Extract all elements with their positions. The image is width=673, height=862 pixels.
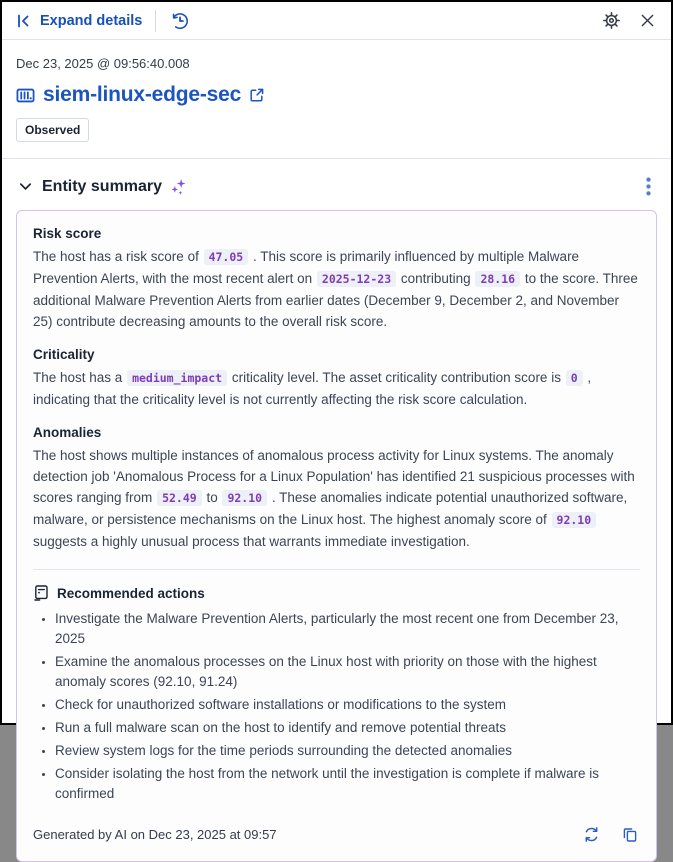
- inline-code-value: 52.49: [157, 490, 202, 506]
- recommended-action-item: • Check for unauthorized software installations or modifications to the system: [55, 695, 640, 715]
- inline-code-value: 92.10: [222, 490, 267, 506]
- collapse-toggle-button[interactable]: [16, 177, 35, 196]
- risk-score-text: The host has a risk score of 47.05 . This score is primarily influenced by multiple Malware Prevention Alerts, with the most recent alert on 2025-12-23 contributing 28.16 to the score. Three additional Malware Prevention Alerts from earlier dates (December 9, December 2, and November 25) contribute decreasing amounts to the overall risk score.: [33, 249, 638, 329]
- recommended-action-item: • Examine the anomalous processes on the Linux host with priority on those with the highest anomaly scores (92.10, 91.24): [55, 652, 640, 692]
- gear-icon: [603, 12, 620, 29]
- criticality-text: The host has a medium_impact criticality level. The asset criticality contribution score is 0 , indicating that the criticality level is not currently affecting the risk score calculation.: [33, 370, 592, 407]
- history-clock-icon: [171, 12, 189, 30]
- inline-code-value: 2025-12-23: [317, 271, 396, 287]
- panel-divider: [33, 569, 640, 570]
- generated-by-ai-text: Generated by AI on Dec 23, 2025 at 09:57: [33, 827, 277, 842]
- recommended-actions-header: [33, 585, 640, 601]
- host-name-link[interactable]: [16, 83, 265, 107]
- recommended-actions-title: Recommended actions: [57, 585, 205, 601]
- copy-button[interactable]: [620, 825, 640, 845]
- inline-code-value: 28.16: [475, 271, 520, 287]
- expand-details-label: Expand details: [40, 12, 143, 29]
- close-icon: [640, 13, 655, 28]
- header-divider: [155, 10, 156, 32]
- inline-code-value: 92.10: [552, 512, 597, 528]
- refresh-icon: [583, 826, 600, 843]
- regenerate-button[interactable]: [581, 824, 602, 845]
- copy-icon: [622, 827, 638, 843]
- chevron-down-icon: [18, 179, 33, 194]
- sparkles-icon: [169, 177, 188, 196]
- vertical-dots-icon: [646, 177, 651, 196]
- entity-summary-title: Entity summary: [42, 177, 163, 195]
- host-storage-icon: [16, 86, 35, 105]
- settings-button[interactable]: [601, 10, 622, 31]
- history-button[interactable]: [169, 10, 191, 32]
- record-header: [2, 40, 671, 142]
- expand-details-button[interactable]: [16, 13, 142, 29]
- criticality-heading: Criticality: [33, 347, 95, 362]
- close-button[interactable]: [638, 11, 657, 30]
- anomalies-heading: Anomalies: [33, 425, 102, 440]
- inline-code-value: 47.05: [204, 249, 249, 265]
- entity-summary-menu-button[interactable]: [640, 175, 657, 198]
- anomalies-text: The host shows multiple instances of anomalous process activity for Linux systems. The anomaly detection job 'Anomalous Process for a Linux Population' has identified 21 suspicious processes with scores ranging from 52.49 to 92.10 . These anomalies indicate potential unauthorized software, malware, or persistence mechanisms on the Linux host. The highest anomaly score of 92.10 suggests a highly unusual process that warrants immediate investigation.: [33, 448, 635, 549]
- inline-code-value: 0: [566, 370, 583, 386]
- recommended-action-item: • Review system logs for the time periods surrounding the detected anomalies: [55, 741, 640, 761]
- arrow-start-icon: [16, 13, 32, 29]
- documentation-icon: [33, 585, 49, 601]
- flyout-header: [2, 2, 671, 40]
- panel-footer: [33, 824, 640, 845]
- host-name: siem-linux-edge-sec: [43, 83, 242, 106]
- open-external-icon: [249, 87, 265, 103]
- risk-score-heading: Risk score: [33, 226, 102, 241]
- event-timestamp: Dec 23, 2025 @ 09:56:40.008: [16, 56, 190, 71]
- observed-badge: Observed: [16, 118, 89, 142]
- recommended-action-item: • Investigate the Malware Prevention Alerts, particularly the most recent one from December 23, 2025: [55, 609, 640, 649]
- recommended-action-item: • Run a full malware scan on the host to identify and remove potential threats: [55, 718, 640, 738]
- ai-summary-panel: [16, 210, 657, 862]
- recommended-action-item: • Consider isolating the host from the network until the investigation is complete if malware is confirmed: [55, 764, 640, 804]
- inline-code-value: medium_impact: [127, 370, 227, 386]
- recommended-actions-list: [33, 609, 640, 804]
- entity-summary-header: [2, 159, 671, 198]
